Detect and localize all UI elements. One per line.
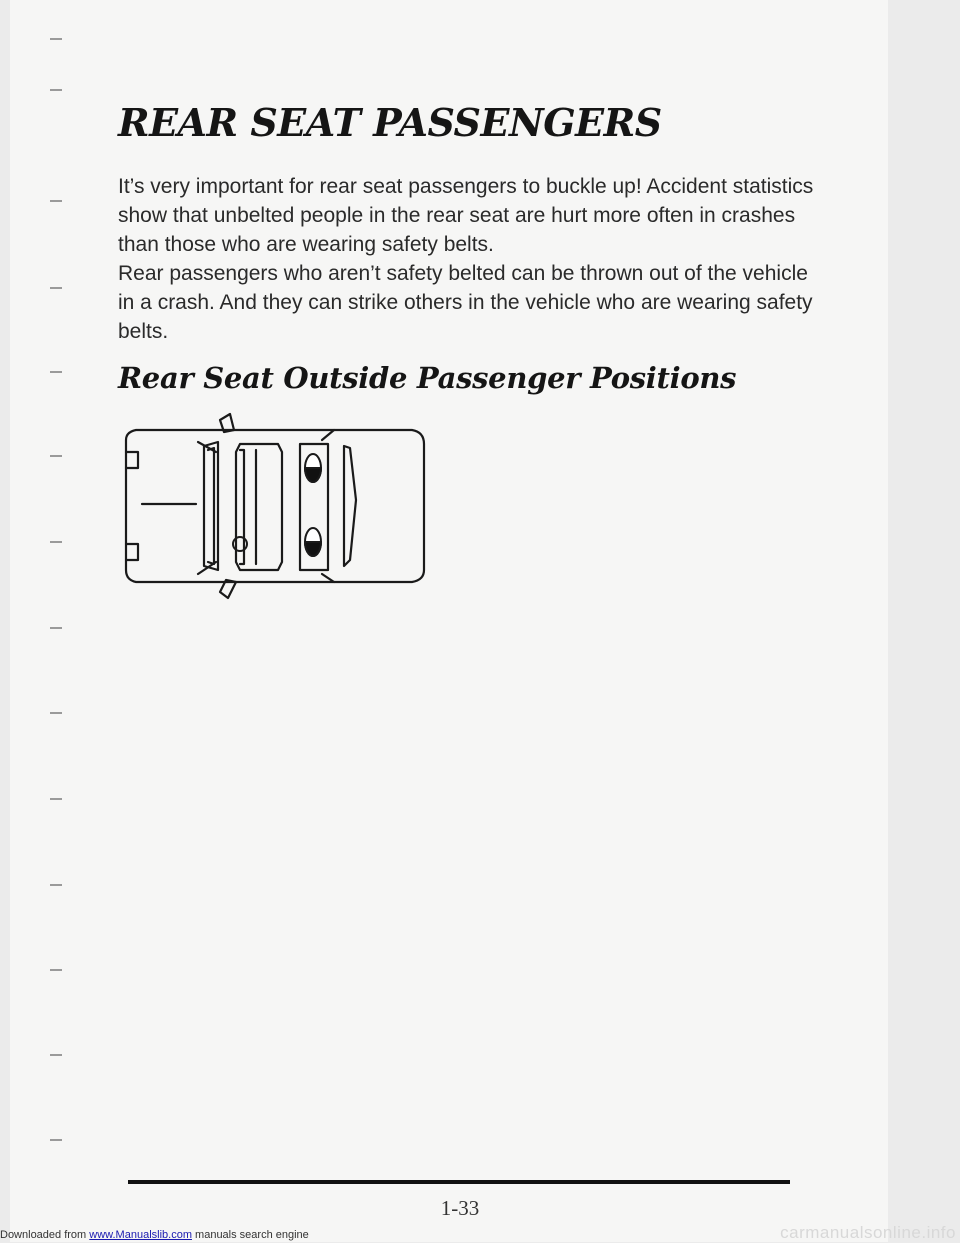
- front-pillar-top: [322, 430, 334, 440]
- rear-bumper-right: [126, 544, 138, 560]
- car-top-view-rear-outside-seats-icon: [112, 410, 432, 600]
- page-number: 1-33: [440, 1196, 480, 1220]
- paragraph-thrown-out: Rear passengers who aren’t safety belted can be thrown out of the vehicle in a crash. And they can strike others in the vehicle who are wearing safety belts.: [118, 262, 813, 343]
- margin-mark: [50, 89, 62, 91]
- margin-mark: [50, 200, 62, 202]
- margin-mark: [50, 712, 62, 714]
- download-notice: [0, 1229, 309, 1241]
- download-suffix: manuals search engine: [191, 1229, 309, 1241]
- rear-bumper-left: [126, 452, 138, 468]
- section-title: REAR SEAT PASSENGERS: [118, 100, 662, 145]
- margin-mark: [50, 371, 62, 373]
- passenger-hair-right: [305, 542, 321, 556]
- front-pillar-bottom: [322, 574, 334, 582]
- margin-mark: [50, 969, 62, 971]
- margin-mark: [50, 541, 62, 543]
- manualslib-link[interactable]: www.Manualslib.com: [89, 1229, 192, 1241]
- margin-mark: [50, 627, 62, 629]
- passenger-hair-left: [305, 468, 321, 482]
- rear-window-inner: [208, 448, 214, 564]
- windshield: [344, 446, 356, 566]
- footer-rule: [128, 1180, 790, 1184]
- subsection-title: Rear Seat Outside Passenger Positions: [118, 361, 737, 395]
- margin-mark: [50, 884, 62, 886]
- rear-seat-back: [240, 450, 244, 564]
- download-prefix: Downloaded from: [0, 1229, 90, 1241]
- margin-mark: [50, 1054, 62, 1056]
- margin-mark: [50, 1139, 62, 1141]
- margin-mark: [50, 455, 62, 457]
- paragraph-buckle-up: It’s very important for rear seat passengers to buckle up! Accident statistics show that unbelted people in the rear seat are hurt more often in crashes than those who are wearing safety belts.: [118, 175, 814, 256]
- margin-mark: [50, 38, 62, 40]
- margin-mark: [50, 287, 62, 289]
- rear-window: [204, 442, 218, 570]
- margin-mark: [50, 798, 62, 800]
- watermark: carmanualsonline.info: [780, 1223, 956, 1242]
- car-body-outline: [126, 430, 424, 582]
